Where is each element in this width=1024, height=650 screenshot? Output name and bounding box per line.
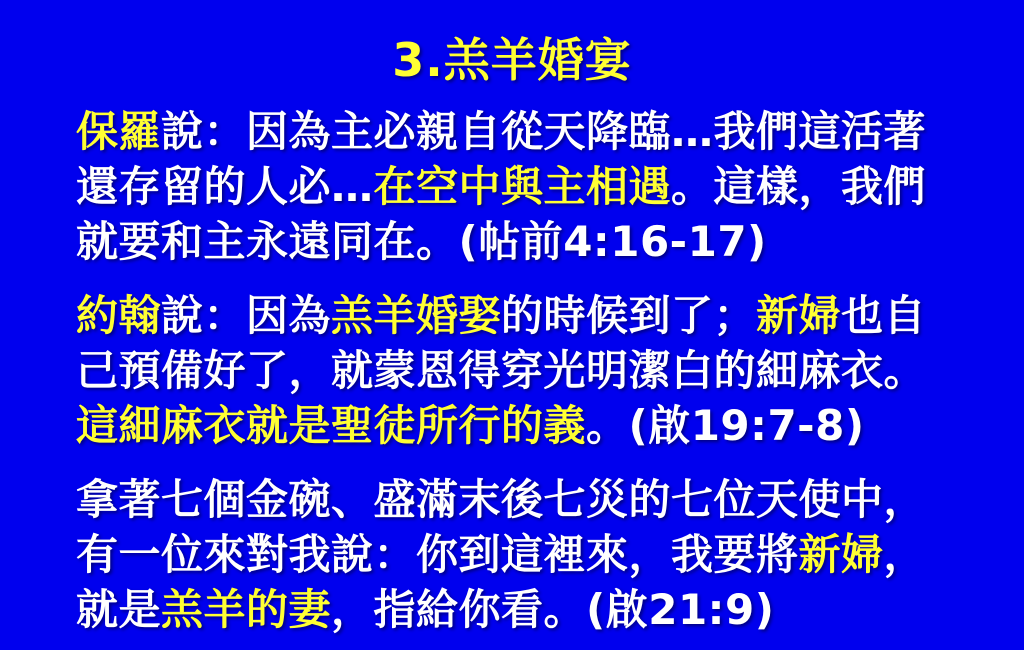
text-line: [76, 527, 994, 582]
text-segment: 有一位來對我說：你到這裡來，我要將: [76, 530, 799, 579]
slide-title: 3.羔羊婚宴: [392, 33, 632, 87]
text-segment: 也自: [841, 291, 927, 340]
text-segment: 羔羊婚娶: [331, 291, 502, 340]
text-segment: 羔羊的妻: [161, 585, 332, 634]
paragraph: [76, 288, 994, 453]
text-segment: 約翰: [76, 291, 162, 340]
text-segment: 。(啟19:7-8): [586, 401, 865, 450]
text-segment: 說：因為主必親自從天降臨…我們這活著: [161, 107, 927, 156]
text-segment: 的時候到了；: [501, 291, 757, 340]
text-line: [76, 214, 994, 269]
text-segment: 在空中與主相遇: [373, 162, 672, 211]
text-segment: 己預備好了，就蒙恩得穿光明潔白的細麻衣。: [76, 346, 927, 395]
text-segment: 新婦: [798, 530, 884, 579]
text-segment: 。這樣，我們: [671, 162, 927, 211]
text-segment: 說：因為: [161, 291, 332, 340]
text-segment: 還存留的人必…: [76, 162, 374, 211]
text-line: [76, 159, 994, 214]
slide-body: [0, 104, 1024, 637]
text-segment: 就要和主永遠同在。(帖前4:16-17): [76, 217, 767, 266]
text-segment: ，指給你看。(啟21:9): [331, 585, 775, 634]
text-segment: 保羅: [76, 107, 162, 156]
text-segment: 就是: [76, 585, 162, 634]
text-line: [76, 398, 994, 453]
text-line: [76, 472, 994, 527]
text-segment: 新婦: [756, 291, 842, 340]
text-segment: ，: [883, 530, 927, 579]
text-line: [76, 582, 994, 637]
paragraph: [76, 472, 994, 637]
text-segment: 這細麻衣就是聖徒所行的義: [76, 401, 587, 450]
paragraph: [76, 104, 994, 269]
text-line: [76, 104, 994, 159]
text-segment: 拿著七個金碗、盛滿末後七災的七位天使中，: [76, 475, 927, 524]
text-line: [76, 288, 994, 343]
text-line: [76, 343, 994, 398]
